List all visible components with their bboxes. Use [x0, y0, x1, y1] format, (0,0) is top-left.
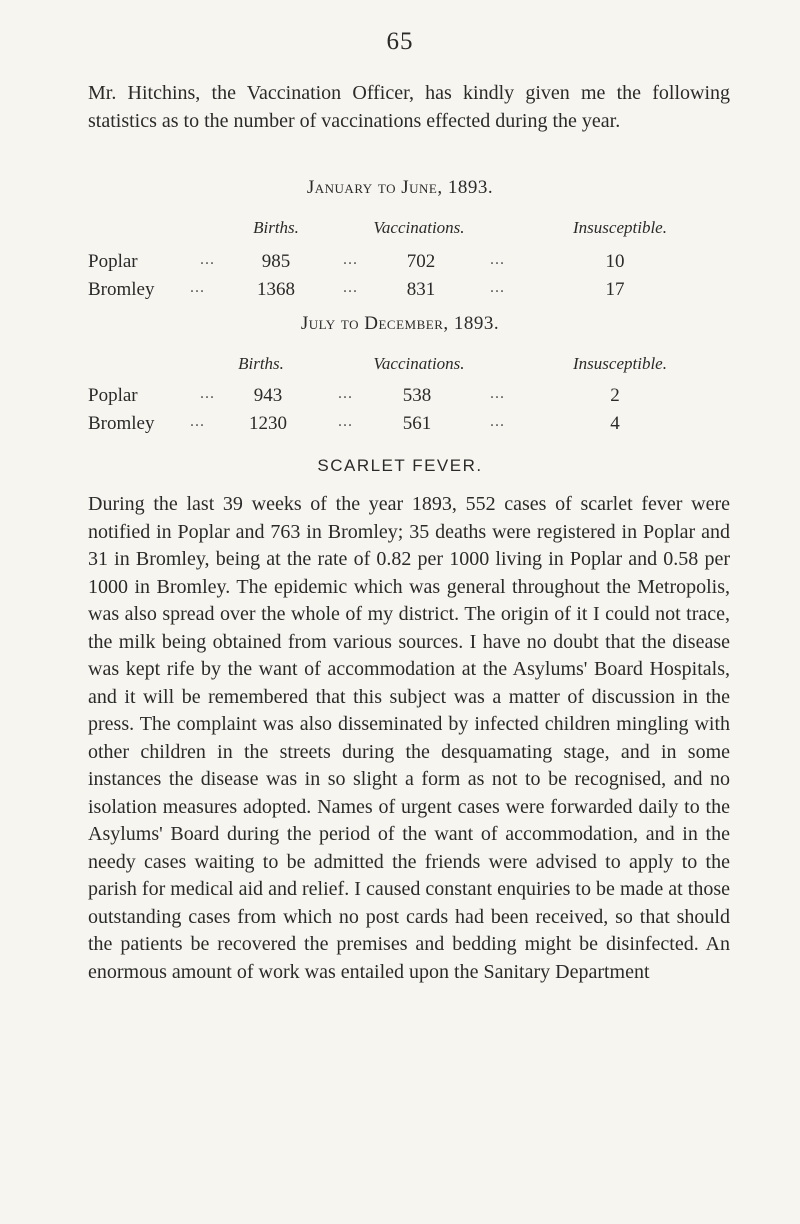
leader-dots: ... — [338, 385, 353, 402]
district-label: Poplar — [88, 385, 138, 406]
leader-dots: ... — [190, 279, 205, 296]
table-row — [0, 413, 800, 441]
column-header-births: Births. — [238, 354, 284, 373]
vaccinations-value: 702 — [406, 251, 436, 272]
vaccinations-value: 561 — [402, 413, 432, 434]
births-value: 1230 — [249, 413, 287, 434]
column-header-insusceptible: Insusceptible. — [573, 218, 667, 237]
leader-dots: ... — [490, 251, 505, 268]
leader-dots: ... — [490, 413, 505, 430]
leader-dots: ... — [200, 385, 215, 402]
district-label: Bromley — [88, 413, 155, 434]
leader-dots: ... — [343, 279, 358, 296]
table-row — [0, 251, 800, 279]
leader-dots: ... — [343, 251, 358, 268]
insusceptible-value: 2 — [610, 385, 620, 406]
body-paragraph: During the last 39 weeks of the year 1893, 552 cases of scarlet fever were notified in Poplar and 763 in Bromley; 35 deaths were registered in Poplar and 31 in Bromley, being at the rate of 0.82 per 1000 living in Poplar and 0.58 per 1000 in Bromley. The epidemic which was general throughout the Metropolis, was also spread over the whole of my district. The origin of it I could not trace, the milk being obtained from various sources. I have no doubt that the disease was kept rife by the want of accommodation at the Asylums' Board Hospitals, and it will be remembered that this subject was a matter of discussion in the press. The complaint was also disseminated by infected children mingling with other children in the streets during the desquamating stage, and in some instances the disease was in so slight a form as not to be recognised, and no isolation measures adopted. Names of urgent cases were forwarded daily to the Asylums' Board during the period of the want of accommodation, and in the needy cases waiting to be admitted the friends were advised to apply to the parish for medical aid and relief. I caused constant enquiries to be made at those outstanding cases from which no post cards had been received, so that should the patients be recovered the premises and bedding might be disinfected. An enormous amount of work was entailed upon the Sanitary Department — [88, 493, 730, 983]
births-value: 943 — [253, 385, 283, 406]
leader-dots: ... — [490, 385, 505, 402]
column-header-births: Births. — [253, 218, 299, 237]
births-value: 985 — [261, 251, 291, 272]
leader-dots: ... — [338, 413, 353, 430]
insusceptible-value: 17 — [605, 279, 625, 300]
section-title: SCARLET FEVER. — [317, 456, 483, 475]
page-number: 65 — [386, 28, 414, 55]
table-row — [0, 279, 800, 307]
table-heading-jul-dec: July to December, 1893. — [300, 313, 500, 334]
table-row — [0, 385, 800, 413]
district-label: Bromley — [88, 279, 155, 300]
leader-dots: ... — [490, 279, 505, 296]
district-label: Poplar — [88, 251, 138, 272]
column-header-vaccinations: Vaccinations. — [373, 354, 465, 373]
leader-dots: ... — [190, 413, 205, 430]
births-value: 1368 — [257, 279, 295, 300]
intro-paragraph: Mr. Hitchins, the Vaccination Officer, has kindly given me the following statistics as to the number of vaccinations effected during the year. — [88, 82, 730, 132]
leader-dots: ... — [200, 251, 215, 268]
column-header-vaccinations: Vaccinations. — [373, 218, 465, 237]
insusceptible-value: 10 — [605, 251, 625, 272]
insusceptible-value: 4 — [610, 413, 620, 434]
vaccinations-value: 831 — [406, 279, 436, 300]
vaccinations-value: 538 — [402, 385, 432, 406]
column-header-insusceptible: Insusceptible. — [573, 354, 667, 373]
table-heading-jan-jun: January to June, 1893. — [306, 177, 494, 198]
